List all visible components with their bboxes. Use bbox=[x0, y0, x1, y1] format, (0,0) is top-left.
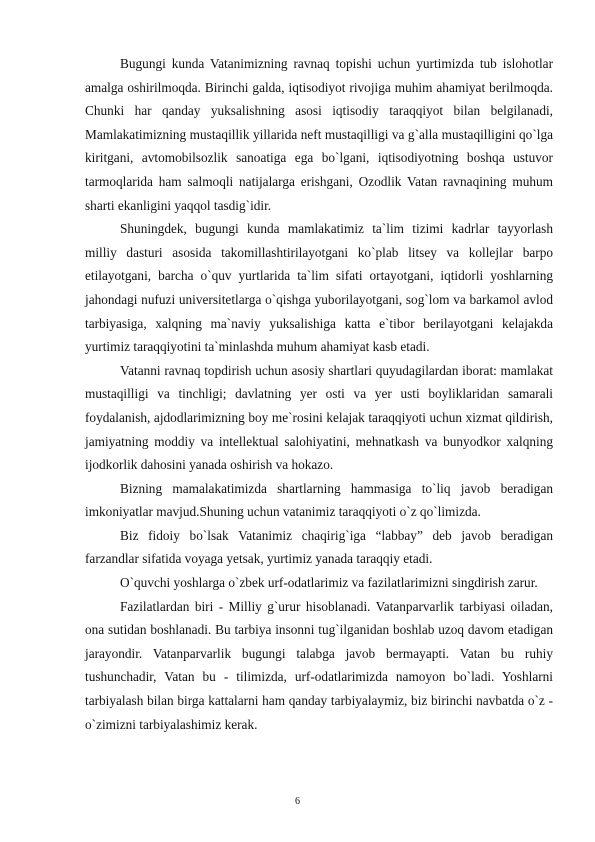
paragraph-4: Bizning mamalakatimizda shartlarning hammasiga to`liq javob beradigan imkoniyatlar mavjud.Shuning uchun vatanimiz taraqqiyoti o`z qo`limizda. bbox=[85, 480, 553, 520]
paragraph-7: Fazilatlardan biri - Milliy g`urur hisoblanadi. Vatanparvarlik tarbiyasi oiladan, ona sutidan boshlanadi. Bu tarbiya insonni tug`ilganidan boshlab uzoq davom etadigan jarayondir. Vatanparvarlik bugungi talabga javob bermayapti. Vatan bu ruhiy tushunchadir, Vatan bu - tilimizda, urf-odatlarimizda namoyon bo`ladi. Yoshlarni tarbiyalash bilan birga kattalarni ham qanday tarbiyalaymiz, biz birinchi navbatda o`z -o`zimizni tarbiyalashimiz kerak. bbox=[85, 598, 553, 732]
document-body bbox=[85, 52, 553, 736]
paragraph-5: Biz fidoiy bo`lsak Vatanimiz chaqirig`iga “labbay” deb javob beradigan farzandlar sifatida voyaga yetsak, yurtimiz yanada taraqqiy etadi. bbox=[85, 527, 553, 567]
paragraph-3: Vatanni ravnaq topdirish uchun asosiy shartlari quyudagilardan iborat: mamlakat mustaqilligi va tinchligi; davlatning yer osti va yer usti boyliklaridan samarali foydalanish, ajdodlarimizning boy me`rosini kelajak taraqqiyoti uchun xizmat qildirish, jamiyatning moddiy va intellektual salohiyatini, mehnatkash va bunyodkor xalqning ijodkorlik dahosini yanada oshirish va hokazo. bbox=[85, 362, 553, 473]
page-number: 6 bbox=[295, 796, 300, 807]
paragraph-6: O`quvchi yoshlarga o`zbek urf-odatlarimiz va fazilatlarimizni singdirish zarur. bbox=[120, 575, 538, 591]
paragraph-2: Shuningdek, bugungi kunda mamlakatimiz ta`lim tizimi kadrlar tayyorlash milliy dasturi asosida takomillashtirilayotgani ko`plab litsey va kollejlar barpo etilayotgani, barcha o`quv yurtlarida ta`lim sifati ortayotgani, iqtidorli yoshlarning jahondagi nufuzi universitetlarga o`qishga yuborilayotgani, sog`lom va barkamol avlod tarbiyasiga, xalqning ma`naviy yuksalishiga katta e`tibor berilayotgani kelajakda yurtimiz taraqqiyotini ta`minlashda muhum ahamiyat kasb etadi. bbox=[85, 221, 553, 355]
paragraph-1: Bugungi kunda Vatanimizning ravnaq topishi uchun yurtimizda tub islohotlar amalga oshirilmoqda. Birinchi galda, iqtisodiyot rivojiga muhim ahamiyat berilmoqda. Chunki har qanday yuksalishning asosi iqtisodiy taraqqiyot bilan belgilanadi, Mamlakatimizning mustaqillik yillarida neft mustaqilligi va g`alla mustaqilligini qo`lga kiritgani, avtomobilsozlik sanoatiga ega bo`lgani, iqtisodiyotning boshqa ustuvor tarmoqlarida ham salmoqli natijalarga erishgani, Ozodlik Vatan ravnaqining muhum sharti ekanligini yaqqol tasdig`idir. bbox=[85, 56, 553, 213]
